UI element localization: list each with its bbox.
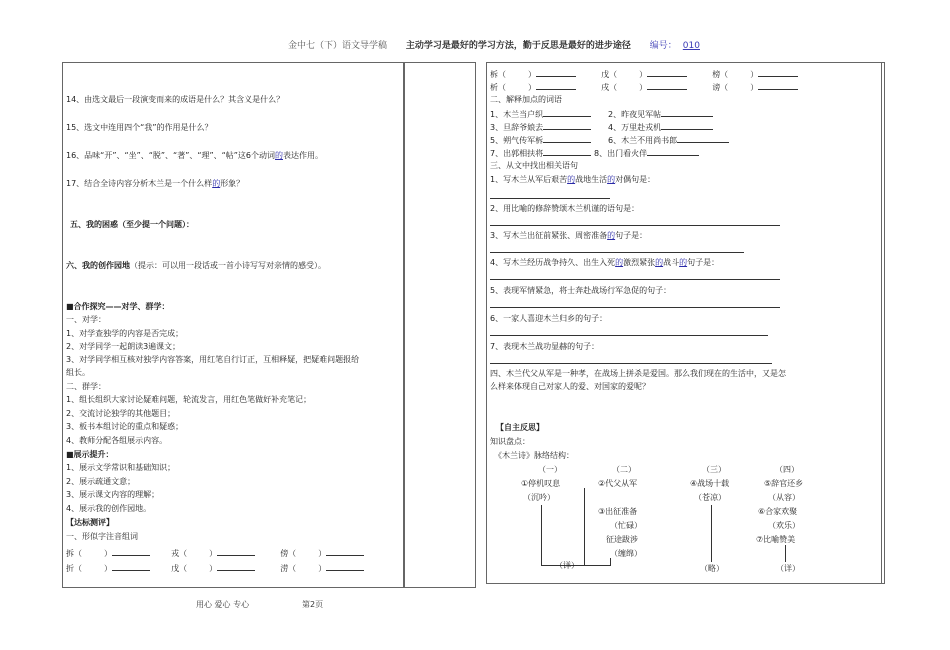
node-6-mood: （欢乐）: [768, 521, 800, 530]
detail-label-2: （详）: [776, 564, 800, 573]
section-5-title: 五、我的困惑（至少提一个问题）：: [70, 220, 194, 229]
find-3: 3、写木兰出征前紧张、周密准备的句子是：: [490, 231, 648, 240]
show-item-2: 2、展示疏通文意；: [66, 477, 136, 486]
explain-row-3: 5、朔气传军柝: [490, 133, 591, 147]
node-5-mood: （从容）: [768, 493, 800, 502]
question-17-de: 的: [212, 179, 221, 188]
node-4: ④战场十载: [690, 479, 730, 488]
section-6: [66, 260, 326, 272]
reflect-title: 【自主反思】: [496, 423, 544, 432]
answer-line-6[interactable]: [490, 335, 768, 336]
right-margin-column: [880, 62, 885, 584]
eval-title: 【达标测评】: [66, 518, 114, 527]
duixue-item-3-cont: 组长。: [66, 368, 90, 377]
connector-2: [584, 488, 585, 566]
answer-line-4[interactable]: [490, 279, 780, 280]
question-16-text: 16、品味“开”、“坐”、“脱”、“著”、“理”、“帖”这6个动词: [66, 151, 276, 160]
part-2-heading: （二）: [612, 465, 636, 474]
coop-title: ■合作探究——对学、群学：: [66, 302, 170, 311]
find-2: 2、用比喻的修辞赞颂木兰机谨的语句是：: [490, 204, 640, 213]
node-3-mood: （忙碌）: [610, 521, 642, 530]
qunxue-item-2: 2、交流讨论独学的其他题目；: [66, 409, 176, 418]
explain-row-2: 3、旦辞爷娘去: [490, 120, 591, 134]
part-3-heading: （三）: [702, 465, 726, 474]
explain-title: 二、解释加点的词语: [490, 95, 562, 104]
char-row-4: 析（ ） 戌（ ） 谤（ ）: [490, 80, 798, 94]
qunxue-item-3: 3、板书本组讨论的重点和疑惑；: [66, 422, 184, 431]
brief-label: （略）: [700, 564, 724, 573]
eval-part-1: 一、形似字注音组词: [66, 532, 138, 541]
find-6: 6、一家人喜迎木兰归乡的句子：: [490, 314, 608, 323]
question-14: 14、由选文最后一段演变而来的成语是什么？其含义是什么？: [66, 95, 285, 104]
question-17: [66, 178, 244, 190]
find-title: 三、从文中找出相关语句: [490, 161, 578, 170]
node-6: ⑥合家欢聚: [758, 507, 798, 516]
structure-label: 《木兰诗》脉络结构：: [494, 451, 574, 460]
explain-row-4b: 8、出门看火伴: [594, 146, 699, 160]
show-item-4: 4、展示我的创作园地。: [66, 504, 152, 513]
qunxue-item-4: 4、教师分配各组展示内容。: [66, 436, 168, 445]
question-16-text-end: 表达作用。: [283, 151, 324, 160]
left-margin-column: [403, 62, 476, 588]
part-4-heading: （四）: [775, 465, 799, 474]
page-number: 第2页: [302, 600, 324, 609]
explain-row-3b: 6、木兰不用尚书郎: [608, 133, 729, 147]
qunxue-item-1: 1、组长组织大家讨论疑难问题，轮流发言，用红色笔做好补充笔记；: [66, 395, 312, 404]
explain-row-1: 1、木兰当户织: [490, 107, 591, 121]
node-7: ⑦比喻赞美: [756, 535, 796, 544]
explain-row-1b: 2、昨夜见军帖: [608, 107, 713, 121]
node-1: ①停机叹息: [521, 479, 561, 488]
header-number-label: 编号：: [649, 41, 677, 51]
find-4: 4、写木兰经历战争持久、出生入死的激烈紧张的战斗的句子是：: [490, 258, 720, 267]
show-item-3: 3、展示课文内容的理解；: [66, 490, 160, 499]
question-16: [66, 150, 323, 162]
show-item-1: 1、展示文学常识和基础知识；: [66, 463, 176, 472]
explain-row-4: 7、出郭相扶将: [490, 146, 591, 160]
node-3: ③出征准备: [598, 507, 638, 516]
node-1-mood: （沉吟）: [523, 493, 555, 502]
connector-6: [610, 558, 611, 566]
connector-4: [785, 545, 786, 562]
header-title: 金中七（下）语文导学稿: [288, 41, 388, 51]
footer-slogan: 用心 爱心 专心: [196, 600, 250, 609]
page-header: [288, 38, 700, 51]
explain-row-2b: 4、万里赴戎机: [608, 120, 713, 134]
char-row-1: 拆（ ） 戎（ ） 傍（ ）: [66, 546, 364, 560]
section-4-line-1: 四、木兰代父从军是一种孝，在战场上拼杀是爱国。那么我们现在的生活中，又是怎: [490, 369, 786, 378]
header-motto: 主动学习是最好的学习方法，勤于反思是最好的进步途径: [405, 41, 631, 51]
find-1: 1、写木兰从军后艰苦的战地生活的对偶句是：: [490, 175, 656, 184]
question-16-de: 的: [275, 151, 284, 160]
char-row-3: 柝（ ） 戊（ ） 榜（ ）: [490, 67, 798, 81]
char-row-2: 折（ ） 戊（ ） 涝（ ）: [66, 561, 364, 575]
duixue-item-3: 3、对学同学相互核对独学内容答案，用红笔自行订正，互相释疑，把疑难问题报给: [66, 355, 360, 364]
node-3b-mood: （缠绵）: [610, 549, 642, 558]
duixue-item-2: 2、对学同学一起朗读3遍课文；: [66, 342, 181, 351]
answer-line-7[interactable]: [490, 363, 772, 364]
section-4-line-2: 么样来体现自己对家人的爱、对国家的爱呢？: [490, 382, 650, 391]
find-7: 7、表现木兰战功显赫的句子：: [490, 342, 600, 351]
section-6-title: 六、我的创作园地: [66, 261, 130, 270]
question-17-text: 17、结合全诗内容分析木兰是一个什么样: [66, 179, 213, 188]
node-4-mood: （苍凉）: [694, 493, 726, 502]
detail-label-1: （详）: [555, 561, 579, 570]
connector-3: [711, 505, 712, 562]
part-1-heading: （一）: [538, 465, 562, 474]
duixue-item-1: 1、对学查独学的内容是否完成；: [66, 329, 184, 338]
answer-line-5[interactable]: [490, 307, 780, 308]
section-6-hint: （提示：可以用一段话或一首小诗写写对亲情的感受）。: [130, 261, 326, 270]
find-5: 5、表现军情紧急，将士奔赴战场行军急促的句子：: [490, 286, 672, 295]
node-5: ⑤辞官还乡: [764, 479, 804, 488]
answer-line-1[interactable]: [490, 198, 610, 199]
header-number-value: 010: [682, 41, 700, 51]
question-17-text-end: 形象？: [220, 179, 245, 188]
show-title: ■展示提升：: [66, 450, 114, 459]
node-2: ②代父从军: [598, 479, 638, 488]
question-15: 15、选文中连用四个“我”的作用是什么？: [66, 123, 213, 132]
qunxue-title: 二、群学：: [66, 382, 106, 391]
duixue-title: 一、对学：: [66, 315, 106, 324]
answer-line-3[interactable]: [490, 252, 744, 253]
node-3b: 征途跋涉: [606, 535, 638, 544]
answer-line-2[interactable]: [490, 225, 780, 226]
connector-1: [541, 505, 542, 566]
knowledge-label: 知识盘点：: [490, 437, 530, 446]
